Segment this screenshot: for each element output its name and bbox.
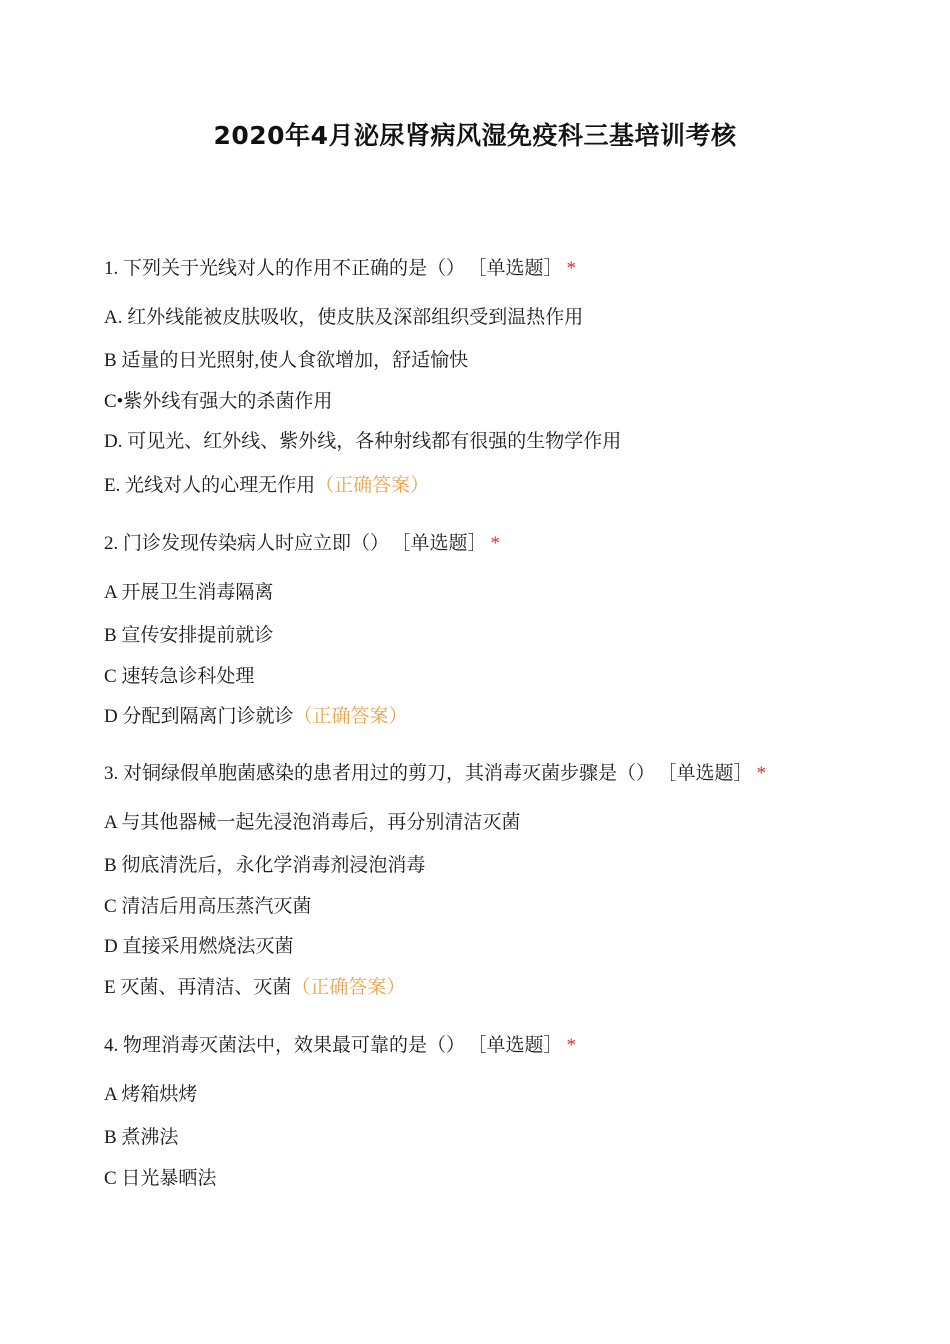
required-mark: * <box>756 763 767 784</box>
question-1-prompt <box>104 257 576 281</box>
question-4-option-b: B 煮沸法 <box>104 1127 179 1148</box>
question-4-type: ［单选题］ <box>477 1035 563 1056</box>
required-mark: * <box>490 533 501 554</box>
question-2-option-a: A 开展卫生消毒隔离 <box>104 582 274 603</box>
correct-answer-marker: （正确答案） <box>293 706 408 727</box>
option-text: E 灭菌、再清洁、灭菌 <box>104 977 292 998</box>
question-3-option-a: A 与其他器械一起先浸泡消毒后，再分别清洁灭菌 <box>104 812 521 833</box>
question-1-option-e <box>104 474 429 498</box>
question-1-text: 1. 下列关于光线对人的作用不正确的是（） <box>104 258 466 279</box>
question-1-option-a: A. 红外线能被皮肤吸收，使皮肤及深部组织受到温热作用 <box>104 307 584 328</box>
option-text: E. 光线对人的心理无作用 <box>104 475 316 496</box>
question-3-text: 3. 对铜绿假单胞菌感染的患者用过的剪刀，其消毒灭菌步骤是（） <box>104 763 656 784</box>
question-1-option-c: C•紫外线有强大的杀菌作用 <box>104 391 333 412</box>
question-3-option-d: D 直接采用燃烧法灭菌 <box>104 936 294 957</box>
question-4-prompt <box>104 1034 576 1058</box>
question-4-text: 4. 物理消毒灭菌法中，效果最可靠的是（） <box>104 1035 466 1056</box>
document-title: 2020年4月泌尿肾病风湿免疫科三基培训考核 <box>213 121 737 150</box>
question-3-option-b: B 彻底清洗后，永化学消毒剂浸泡消毒 <box>104 855 426 876</box>
question-1-type: ［单选题］ <box>477 258 563 279</box>
question-3-prompt <box>104 762 766 786</box>
question-2-text: 2. 门诊发现传染病人时应立即（） <box>104 533 390 554</box>
question-4-option-a: A 烤箱烘烤 <box>104 1084 198 1105</box>
question-3-option-c: C 清洁后用高压蒸汽灭菌 <box>104 896 312 917</box>
question-1-option-b: B 适量的日光照射,使人食欲增加，舒适愉快 <box>104 350 469 371</box>
question-2-option-c: C 速转急诊科处理 <box>104 666 255 687</box>
question-2-option-d <box>104 705 408 729</box>
question-1-option-d: D. 可见光、红外线、紫外线，各种射线都有很强的生物学作用 <box>104 431 622 452</box>
option-text: D 分配到隔离门诊就诊 <box>104 706 294 727</box>
correct-answer-marker: （正确答案） <box>315 475 430 496</box>
required-mark: * <box>566 258 577 279</box>
question-3-option-e <box>104 976 405 1000</box>
question-2-type: ［单选题］ <box>401 533 487 554</box>
required-mark: * <box>566 1035 577 1056</box>
question-2-prompt <box>104 532 500 556</box>
question-2-option-b: B 宣传安排提前就诊 <box>104 625 274 646</box>
correct-answer-marker: （正确答案） <box>291 977 406 998</box>
question-4-option-c: C 日光暴晒法 <box>104 1168 217 1189</box>
question-3-type: ［单选题］ <box>667 763 753 784</box>
